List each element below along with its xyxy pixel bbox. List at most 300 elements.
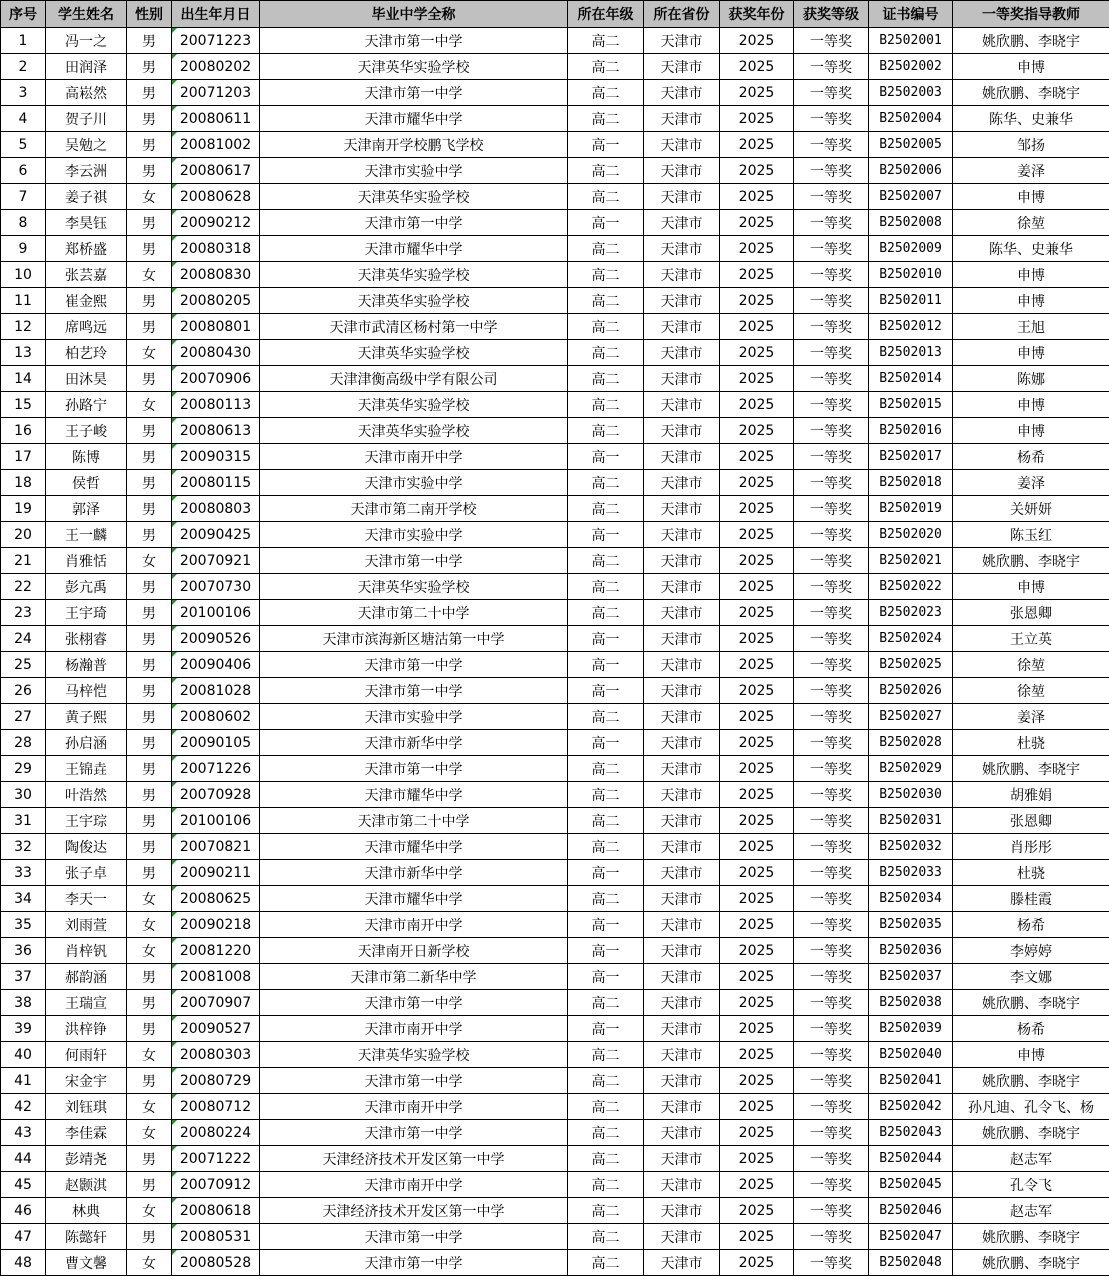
- cell-award-level: 一等奖: [794, 860, 869, 886]
- cell-province: 天津市: [644, 1094, 720, 1120]
- cell-birthdate: 20080611: [172, 106, 260, 132]
- cell-award-year: 2025: [720, 808, 794, 834]
- cell-index: 40: [1, 1042, 46, 1068]
- cell-gender: 男: [127, 288, 172, 314]
- cell-name: 李佳霖: [46, 1120, 127, 1146]
- table-row: [1, 444, 1109, 470]
- cell-birthdate: 20070821: [172, 834, 260, 860]
- cell-certificate-no: B2502007: [869, 184, 953, 210]
- cell-advisor: 邹扬: [953, 132, 1109, 158]
- cell-gender: 男: [127, 470, 172, 496]
- cell-grade: 高二: [568, 106, 644, 132]
- cell-award-level: 一等奖: [794, 652, 869, 678]
- cell-gender: 男: [127, 834, 172, 860]
- cell-school: 天津津衡高级中学有限公司: [260, 366, 568, 392]
- cell-certificate-no: B2502041: [869, 1068, 953, 1094]
- table-row: [1, 730, 1109, 756]
- cell-name: 张子卓: [46, 860, 127, 886]
- cell-gender: 男: [127, 28, 172, 54]
- cell-index: 31: [1, 808, 46, 834]
- cell-name: 曹文馨: [46, 1250, 127, 1276]
- cell-grade: 高一: [568, 652, 644, 678]
- cell-award-level: 一等奖: [794, 418, 869, 444]
- cell-birthdate: 20090527: [172, 1016, 260, 1042]
- cell-gender: 女: [127, 1120, 172, 1146]
- cell-advisor: 申博: [953, 54, 1109, 80]
- cell-gender: 男: [127, 990, 172, 1016]
- table-row: [1, 626, 1109, 652]
- table-row: [1, 236, 1109, 262]
- cell-gender: 女: [127, 262, 172, 288]
- cell-certificate-no: B2502011: [869, 288, 953, 314]
- cell-school: 天津英华实验学校: [260, 418, 568, 444]
- cell-province: 天津市: [644, 132, 720, 158]
- cell-school: 天津市实验中学: [260, 704, 568, 730]
- cell-certificate-no: B2502043: [869, 1120, 953, 1146]
- cell-grade: 高二: [568, 392, 644, 418]
- header-cell-birthdate: 出生年月日: [172, 1, 260, 28]
- cell-gender: 男: [127, 782, 172, 808]
- cell-name: 郭泽: [46, 496, 127, 522]
- cell-province: 天津市: [644, 1042, 720, 1068]
- cell-award-level: 一等奖: [794, 990, 869, 1016]
- table-row: [1, 1224, 1109, 1250]
- cell-name: 黄子熙: [46, 704, 127, 730]
- cell-advisor: 王立英: [953, 626, 1109, 652]
- cell-certificate-no: B2502033: [869, 860, 953, 886]
- header-cell-award-level: 获奖等级: [794, 1, 869, 28]
- cell-province: 天津市: [644, 1120, 720, 1146]
- cell-birthdate: 20080801: [172, 314, 260, 340]
- cell-advisor: 申博: [953, 1042, 1109, 1068]
- cell-grade: 高二: [568, 158, 644, 184]
- cell-grade: 高二: [568, 756, 644, 782]
- cell-province: 天津市: [644, 756, 720, 782]
- cell-advisor: 姚欣鹏、李晓宇: [953, 990, 1109, 1016]
- cell-award-year: 2025: [720, 964, 794, 990]
- cell-gender: 男: [127, 54, 172, 80]
- cell-certificate-no: B2502044: [869, 1146, 953, 1172]
- cell-advisor: 陈华、史兼华: [953, 236, 1109, 262]
- cell-birthdate: 20080625: [172, 886, 260, 912]
- cell-award-year: 2025: [720, 678, 794, 704]
- cell-award-level: 一等奖: [794, 106, 869, 132]
- table-row: [1, 678, 1109, 704]
- cell-award-level: 一等奖: [794, 262, 869, 288]
- cell-school: 天津市第二十中学: [260, 600, 568, 626]
- cell-name: 王锦垚: [46, 756, 127, 782]
- cell-name: 吴勉之: [46, 132, 127, 158]
- cell-school: 天津英华实验学校: [260, 288, 568, 314]
- cell-award-year: 2025: [720, 1016, 794, 1042]
- cell-index: 45: [1, 1172, 46, 1198]
- cell-birthdate: 20081008: [172, 964, 260, 990]
- cell-gender: 男: [127, 210, 172, 236]
- cell-certificate-no: B2502004: [869, 106, 953, 132]
- cell-name: 马梓恺: [46, 678, 127, 704]
- cell-award-year: 2025: [720, 28, 794, 54]
- cell-birthdate: 20080712: [172, 1094, 260, 1120]
- cell-award-level: 一等奖: [794, 392, 869, 418]
- table-row: [1, 886, 1109, 912]
- cell-name: 陈懿轩: [46, 1224, 127, 1250]
- table-row: [1, 184, 1109, 210]
- cell-birthdate: 20081002: [172, 132, 260, 158]
- cell-advisor: 滕桂霞: [953, 886, 1109, 912]
- cell-award-level: 一等奖: [794, 626, 869, 652]
- cell-index: 13: [1, 340, 46, 366]
- cell-province: 天津市: [644, 236, 720, 262]
- cell-gender: 男: [127, 418, 172, 444]
- table-row: [1, 132, 1109, 158]
- cell-index: 9: [1, 236, 46, 262]
- table-row: [1, 28, 1109, 54]
- cell-advisor: 陈华、史兼华: [953, 106, 1109, 132]
- cell-advisor: 陈娜: [953, 366, 1109, 392]
- cell-province: 天津市: [644, 496, 720, 522]
- table-row: [1, 418, 1109, 444]
- cell-birthdate: 20090425: [172, 522, 260, 548]
- table-row: [1, 1042, 1109, 1068]
- cell-province: 天津市: [644, 678, 720, 704]
- cell-index: 35: [1, 912, 46, 938]
- cell-province: 天津市: [644, 1016, 720, 1042]
- cell-birthdate: 20071222: [172, 1146, 260, 1172]
- cell-award-level: 一等奖: [794, 1172, 869, 1198]
- cell-name: 王宇琮: [46, 808, 127, 834]
- cell-advisor: 姚欣鹏、李晓宇: [953, 1250, 1109, 1276]
- cell-gender: 男: [127, 574, 172, 600]
- cell-index: 33: [1, 860, 46, 886]
- cell-school: 天津市第一中学: [260, 990, 568, 1016]
- cell-advisor: 杜骁: [953, 860, 1109, 886]
- cell-gender: 男: [127, 314, 172, 340]
- cell-grade: 高二: [568, 1068, 644, 1094]
- cell-name: 赵颢淇: [46, 1172, 127, 1198]
- cell-name: 李昊钰: [46, 210, 127, 236]
- cell-award-year: 2025: [720, 886, 794, 912]
- cell-award-year: 2025: [720, 184, 794, 210]
- cell-grade: 高一: [568, 1016, 644, 1042]
- cell-school: 天津市第二十中学: [260, 808, 568, 834]
- cell-award-year: 2025: [720, 834, 794, 860]
- cell-school: 天津市新华中学: [260, 860, 568, 886]
- cell-certificate-no: B2502031: [869, 808, 953, 834]
- cell-certificate-no: B2502048: [869, 1250, 953, 1276]
- cell-award-year: 2025: [720, 106, 794, 132]
- cell-school: 天津市第一中学: [260, 548, 568, 574]
- cell-school: 天津英华实验学校: [260, 392, 568, 418]
- cell-award-level: 一等奖: [794, 1068, 869, 1094]
- cell-award-level: 一等奖: [794, 1094, 869, 1120]
- cell-certificate-no: B2502025: [869, 652, 953, 678]
- cell-award-year: 2025: [720, 1146, 794, 1172]
- cell-grade: 高二: [568, 1146, 644, 1172]
- cell-certificate-no: B2502002: [869, 54, 953, 80]
- cell-index: 28: [1, 730, 46, 756]
- cell-gender: 男: [127, 158, 172, 184]
- cell-advisor: 王旭: [953, 314, 1109, 340]
- table-row: [1, 574, 1109, 600]
- cell-province: 天津市: [644, 1250, 720, 1276]
- cell-award-level: 一等奖: [794, 314, 869, 340]
- table-row: [1, 808, 1109, 834]
- cell-certificate-no: B2502018: [869, 470, 953, 496]
- cell-grade: 高二: [568, 80, 644, 106]
- table-row: [1, 652, 1109, 678]
- cell-award-level: 一等奖: [794, 964, 869, 990]
- cell-advisor: 李文娜: [953, 964, 1109, 990]
- header-cell-name: 学生姓名: [46, 1, 127, 28]
- cell-award-level: 一等奖: [794, 1042, 869, 1068]
- cell-school: 天津市南开中学: [260, 1016, 568, 1042]
- table-row: [1, 470, 1109, 496]
- cell-province: 天津市: [644, 912, 720, 938]
- cell-award-level: 一等奖: [794, 444, 869, 470]
- cell-province: 天津市: [644, 54, 720, 80]
- cell-award-level: 一等奖: [794, 678, 869, 704]
- cell-province: 天津市: [644, 444, 720, 470]
- cell-gender: 女: [127, 912, 172, 938]
- cell-birthdate: 20071226: [172, 756, 260, 782]
- cell-advisor: 张恩卿: [953, 808, 1109, 834]
- cell-award-level: 一等奖: [794, 1198, 869, 1224]
- cell-gender: 男: [127, 366, 172, 392]
- cell-advisor: 赵志军: [953, 1198, 1109, 1224]
- table-row: [1, 392, 1109, 418]
- cell-birthdate: 20080618: [172, 1198, 260, 1224]
- cell-province: 天津市: [644, 314, 720, 340]
- cell-birthdate: 20080318: [172, 236, 260, 262]
- table-row: [1, 54, 1109, 80]
- cell-advisor: 申博: [953, 262, 1109, 288]
- cell-province: 天津市: [644, 782, 720, 808]
- cell-award-level: 一等奖: [794, 54, 869, 80]
- cell-award-level: 一等奖: [794, 288, 869, 314]
- cell-award-year: 2025: [720, 1120, 794, 1146]
- cell-certificate-no: B2502037: [869, 964, 953, 990]
- cell-index: 34: [1, 886, 46, 912]
- cell-name: 王宇琦: [46, 600, 127, 626]
- cell-advisor: 胡雅娟: [953, 782, 1109, 808]
- cell-index: 26: [1, 678, 46, 704]
- cell-advisor: 孔令飞: [953, 1172, 1109, 1198]
- cell-name: 高崧然: [46, 80, 127, 106]
- cell-gender: 男: [127, 964, 172, 990]
- table-row: [1, 548, 1109, 574]
- cell-province: 天津市: [644, 600, 720, 626]
- cell-award-year: 2025: [720, 626, 794, 652]
- cell-award-level: 一等奖: [794, 132, 869, 158]
- cell-advisor: 姚欣鹏、李晓宇: [953, 1224, 1109, 1250]
- cell-index: 1: [1, 28, 46, 54]
- table-row: [1, 106, 1109, 132]
- cell-grade: 高二: [568, 184, 644, 210]
- header-cell-index: 序号: [1, 1, 46, 28]
- cell-award-level: 一等奖: [794, 236, 869, 262]
- cell-certificate-no: B2502015: [869, 392, 953, 418]
- cell-school: 天津市第一中学: [260, 756, 568, 782]
- cell-grade: 高二: [568, 1250, 644, 1276]
- cell-name: 姜子祺: [46, 184, 127, 210]
- cell-school: 天津市滨海新区塘沽第一中学: [260, 626, 568, 652]
- cell-name: 贺子川: [46, 106, 127, 132]
- cell-birthdate: 20080602: [172, 704, 260, 730]
- header-cell-award-year: 获奖年份: [720, 1, 794, 28]
- cell-name: 刘雨萱: [46, 912, 127, 938]
- cell-gender: 女: [127, 1094, 172, 1120]
- cell-province: 天津市: [644, 470, 720, 496]
- cell-grade: 高二: [568, 1120, 644, 1146]
- cell-certificate-no: B2502012: [869, 314, 953, 340]
- cell-advisor: 徐堃: [953, 210, 1109, 236]
- cell-index: 18: [1, 470, 46, 496]
- cell-index: 30: [1, 782, 46, 808]
- cell-index: 47: [1, 1224, 46, 1250]
- cell-advisor: 孙凡迪、孔令飞、杨: [953, 1094, 1109, 1120]
- cell-advisor: 申博: [953, 340, 1109, 366]
- cell-school: 天津市第二新华中学: [260, 964, 568, 990]
- cell-award-level: 一等奖: [794, 808, 869, 834]
- cell-gender: 男: [127, 1016, 172, 1042]
- cell-certificate-no: B2502034: [869, 886, 953, 912]
- cell-grade: 高一: [568, 626, 644, 652]
- table-row: [1, 1094, 1109, 1120]
- cell-certificate-no: B2502040: [869, 1042, 953, 1068]
- cell-name: 郑桥盛: [46, 236, 127, 262]
- header-cell-gender: 性别: [127, 1, 172, 28]
- cell-advisor: 申博: [953, 392, 1109, 418]
- cell-birthdate: 20090406: [172, 652, 260, 678]
- cell-certificate-no: B2502030: [869, 782, 953, 808]
- cell-advisor: 申博: [953, 418, 1109, 444]
- cell-province: 天津市: [644, 340, 720, 366]
- cell-award-level: 一等奖: [794, 600, 869, 626]
- cell-gender: 女: [127, 392, 172, 418]
- cell-name: 彭亢禹: [46, 574, 127, 600]
- cell-school: 天津市第一中学: [260, 80, 568, 106]
- cell-advisor: 杨希: [953, 912, 1109, 938]
- cell-grade: 高二: [568, 366, 644, 392]
- cell-name: 王瑞宣: [46, 990, 127, 1016]
- cell-certificate-no: B2502036: [869, 938, 953, 964]
- cell-name: 杨瀚普: [46, 652, 127, 678]
- cell-advisor: 陈玉红: [953, 522, 1109, 548]
- cell-advisor: 姚欣鹏、李晓宇: [953, 756, 1109, 782]
- cell-index: 10: [1, 262, 46, 288]
- cell-gender: 女: [127, 886, 172, 912]
- cell-birthdate: 20070921: [172, 548, 260, 574]
- cell-award-level: 一等奖: [794, 366, 869, 392]
- cell-school: 天津英华实验学校: [260, 262, 568, 288]
- table-row: [1, 860, 1109, 886]
- cell-certificate-no: B2502005: [869, 132, 953, 158]
- cell-province: 天津市: [644, 938, 720, 964]
- cell-school: 天津市第一中学: [260, 210, 568, 236]
- cell-certificate-no: B2502046: [869, 1198, 953, 1224]
- cell-gender: 男: [127, 132, 172, 158]
- cell-name: 孙启涵: [46, 730, 127, 756]
- cell-index: 3: [1, 80, 46, 106]
- cell-province: 天津市: [644, 652, 720, 678]
- cell-gender: 男: [127, 496, 172, 522]
- cell-index: 36: [1, 938, 46, 964]
- cell-advisor: 李婷婷: [953, 938, 1109, 964]
- cell-gender: 男: [127, 1068, 172, 1094]
- cell-province: 天津市: [644, 262, 720, 288]
- cell-grade: 高二: [568, 236, 644, 262]
- cell-award-level: 一等奖: [794, 548, 869, 574]
- cell-school: 天津英华实验学校: [260, 340, 568, 366]
- cell-index: 44: [1, 1146, 46, 1172]
- cell-award-year: 2025: [720, 80, 794, 106]
- cell-index: 46: [1, 1198, 46, 1224]
- table-row: [1, 288, 1109, 314]
- cell-grade: 高一: [568, 210, 644, 236]
- cell-index: 11: [1, 288, 46, 314]
- cell-school: 天津市南开中学: [260, 1172, 568, 1198]
- cell-province: 天津市: [644, 886, 720, 912]
- table-row: [1, 1172, 1109, 1198]
- cell-province: 天津市: [644, 366, 720, 392]
- cell-gender: 女: [127, 548, 172, 574]
- cell-award-year: 2025: [720, 1068, 794, 1094]
- cell-birthdate: 20081220: [172, 938, 260, 964]
- cell-school: 天津经济技术开发区第一中学: [260, 1198, 568, 1224]
- cell-certificate-no: B2502003: [869, 80, 953, 106]
- cell-index: 4: [1, 106, 46, 132]
- cell-birthdate: 20070730: [172, 574, 260, 600]
- cell-school: 天津市耀华中学: [260, 886, 568, 912]
- cell-school: 天津市第一中学: [260, 652, 568, 678]
- table-body: [1, 28, 1109, 1276]
- cell-name: 陈博: [46, 444, 127, 470]
- cell-award-year: 2025: [720, 1094, 794, 1120]
- cell-province: 天津市: [644, 626, 720, 652]
- cell-grade: 高一: [568, 860, 644, 886]
- cell-birthdate: 20080224: [172, 1120, 260, 1146]
- cell-index: 37: [1, 964, 46, 990]
- cell-certificate-no: B2502001: [869, 28, 953, 54]
- cell-school: 天津市第一中学: [260, 28, 568, 54]
- cell-advisor: 赵志军: [953, 1146, 1109, 1172]
- table-row: [1, 262, 1109, 288]
- cell-award-year: 2025: [720, 548, 794, 574]
- table-row: [1, 1068, 1109, 1094]
- cell-gender: 男: [127, 730, 172, 756]
- cell-birthdate: 20090211: [172, 860, 260, 886]
- cell-certificate-no: B2502010: [869, 262, 953, 288]
- cell-award-year: 2025: [720, 366, 794, 392]
- table-row: [1, 1198, 1109, 1224]
- cell-birthdate: 20071203: [172, 80, 260, 106]
- cell-school: 天津市实验中学: [260, 158, 568, 184]
- cell-certificate-no: B2502045: [869, 1172, 953, 1198]
- cell-certificate-no: B2502014: [869, 366, 953, 392]
- cell-name: 洪梓铮: [46, 1016, 127, 1042]
- cell-advisor: 杨希: [953, 1016, 1109, 1042]
- cell-province: 天津市: [644, 1068, 720, 1094]
- cell-index: 6: [1, 158, 46, 184]
- cell-award-year: 2025: [720, 860, 794, 886]
- cell-certificate-no: B2502006: [869, 158, 953, 184]
- cell-advisor: 徐堃: [953, 678, 1109, 704]
- cell-province: 天津市: [644, 158, 720, 184]
- cell-award-year: 2025: [720, 756, 794, 782]
- cell-province: 天津市: [644, 834, 720, 860]
- cell-gender: 男: [127, 236, 172, 262]
- cell-grade: 高一: [568, 912, 644, 938]
